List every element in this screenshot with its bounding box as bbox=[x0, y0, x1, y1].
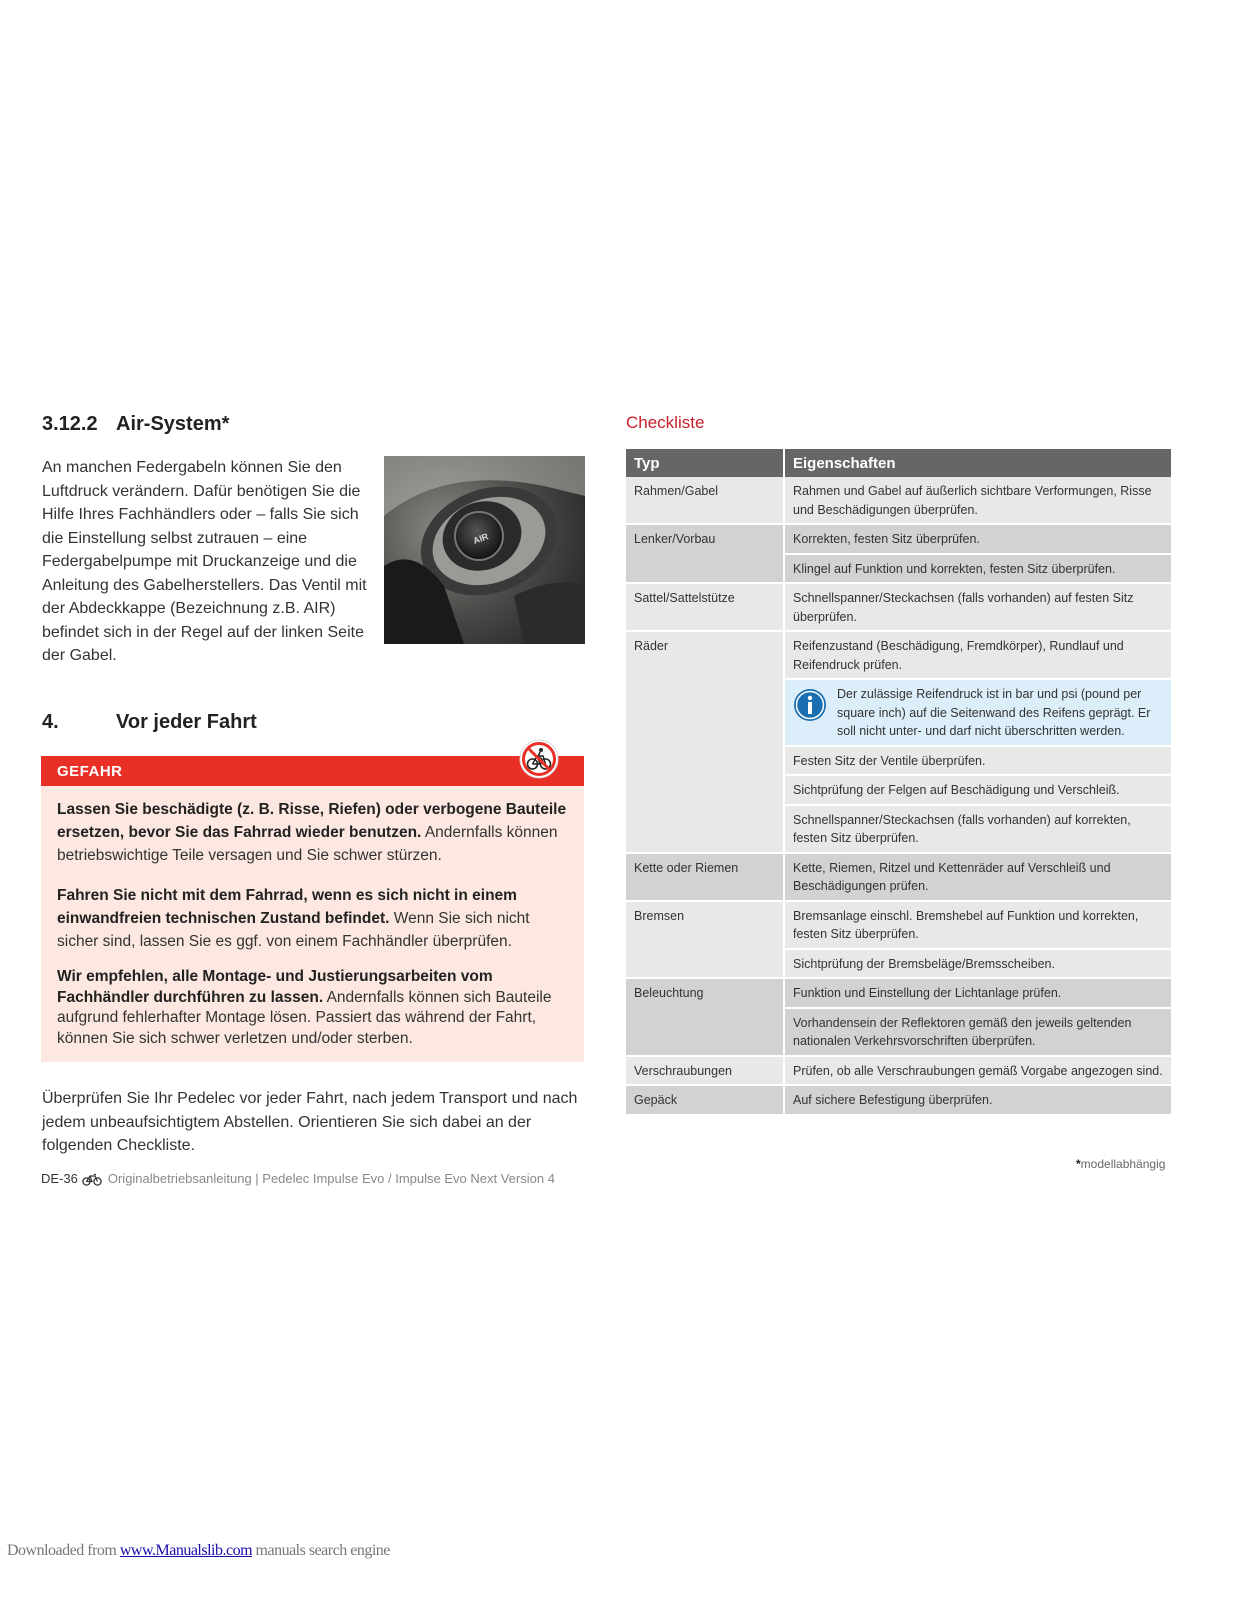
row-property: Reifenzustand (Beschädigung, Fremdkörper), Rundlauf und Reifendruck prüfen. bbox=[785, 632, 1171, 680]
table-row bbox=[626, 854, 1171, 902]
info-icon bbox=[793, 688, 827, 722]
row-type: Kette oder Riemen bbox=[626, 854, 785, 902]
info-note-text: Der zulässige Reifendruck ist in bar und psi (pound per square inch) auf die Seitenwand des Reifens geprägt. Er soll nicht unter- und darf nicht überschritten werden. bbox=[837, 687, 1151, 738]
row-type: Bremsen bbox=[626, 902, 785, 980]
row-type: Beleuchtung bbox=[626, 979, 785, 1057]
download-suffix: manuals search engine bbox=[252, 1542, 390, 1559]
table-row bbox=[626, 979, 1171, 1009]
danger-paragraph-3-rest: Andernfalls können sich Bauteile aufgrund fehlerhafter Montage lösen. Passiert das während der Fahrt, können Sie sich schwer verletzen und/oder sterben. bbox=[57, 988, 552, 1047]
chapter-number: 4. bbox=[42, 711, 59, 733]
row-property: Sichtprüfung der Felgen auf Beschädigung und Verschleiß. bbox=[785, 776, 1171, 806]
intro-paragraph: An manchen Federgabeln können Sie den Luftdruck verändern. Dafür benötigen Sie die Hilfe Ihres Fachhändlers oder – falls Sie sich die Einstellung selbst zutrauen – eine Federgabelpumpe mit Druckanzeige und die Anleitung des Gabelherstellers. Das Ventil mit der Abdeckkappe (Bezeichnung z.B. AIR) befindet sich in der Regel auf der linken Seite der Gabel. bbox=[42, 459, 367, 664]
footnote-star: * bbox=[1076, 1157, 1081, 1171]
download-note bbox=[7, 1542, 390, 1560]
section-number: 3.12.2 bbox=[42, 413, 98, 435]
info-note bbox=[793, 685, 1163, 741]
chapter-title: Vor jeder Fahrt bbox=[116, 711, 257, 733]
air-valve-photo bbox=[384, 456, 585, 644]
danger-paragraph-1-rest: Andernfalls können betriebswichtige Teile versagen und Sie schwer stürzen. bbox=[57, 824, 558, 864]
row-property: Sichtprüfung der Bremsbeläge/Bremsscheiben. bbox=[785, 950, 1171, 980]
row-property: Korrekten, festen Sitz überprüfen. bbox=[785, 525, 1171, 555]
table-row bbox=[626, 477, 1171, 525]
footer-text: Originalbetriebsanleitung | Pedelec Impulse Evo / Impulse Evo Next Version 4 bbox=[107, 1171, 555, 1186]
row-property: Auf sichere Befestigung überprüfen. bbox=[785, 1086, 1171, 1116]
row-type: Lenker/Vorbau bbox=[626, 525, 785, 584]
section-heading bbox=[42, 413, 229, 436]
checklist-title: Checkliste bbox=[626, 413, 705, 432]
checklist-table bbox=[626, 449, 1171, 1116]
danger-paragraph-3 bbox=[57, 967, 572, 1049]
row-type: Räder bbox=[626, 632, 785, 854]
chapter-heading bbox=[42, 711, 257, 734]
row-property: Prüfen, ob alle Verschraubungen gemäß Vorgabe angezogen sind. bbox=[785, 1057, 1171, 1087]
row-property: Festen Sitz der Ventile überprüfen. bbox=[785, 747, 1171, 777]
table-row bbox=[626, 1086, 1171, 1116]
outro-paragraph: Überprüfen Sie Ihr Pedelec vor jeder Fahrt, nach jedem Transport und nach jedem unbeaufsichtigtem Abstellen. Orientieren Sie sich dabei an der folgenden Checkliste. bbox=[42, 1090, 578, 1154]
row-property: Schnellspanner/Steckachsen (falls vorhanden) auf korrekten, festen Sitz überprüfen. bbox=[785, 806, 1171, 854]
info-note-cell bbox=[785, 680, 1171, 747]
row-property: Klingel auf Funktion und korrekten, festen Sitz überprüfen. bbox=[785, 555, 1171, 585]
row-property: Schnellspanner/Steckachsen (falls vorhanden) auf festen Sitz überprüfen. bbox=[785, 584, 1171, 632]
table-row bbox=[626, 902, 1171, 950]
danger-paragraph-1 bbox=[57, 798, 572, 867]
row-type: Verschraubungen bbox=[626, 1057, 785, 1087]
danger-paragraph-2-rest: Wenn Sie sich nicht sicher sind, lassen Sie es ggf. von einem Fachhändler überprüfen. bbox=[57, 910, 530, 950]
footnote bbox=[1076, 1157, 1165, 1171]
column-header-type: Typ bbox=[626, 449, 785, 477]
row-property: Bremsanlage einschl. Bremshebel auf Funktion und korrekten, festen Sitz überprüfen. bbox=[785, 902, 1171, 950]
table-header-row bbox=[626, 449, 1171, 477]
row-property: Funktion und Einstellung der Lichtanlage prüfen. bbox=[785, 979, 1171, 1009]
bicycle-icon bbox=[82, 1173, 102, 1189]
row-type: Rahmen/Gabel bbox=[626, 477, 785, 525]
column-header-properties: Eigenschaften bbox=[785, 449, 1171, 477]
air-cap-label: AIR bbox=[471, 531, 490, 546]
danger-paragraph-2 bbox=[57, 884, 572, 953]
section-title: Air-System* bbox=[116, 413, 230, 435]
table-row bbox=[626, 525, 1171, 555]
row-property: Vorhandensein der Reflektoren gemäß den jeweils geltenden nationalen Verkehrsvorschriften überprüfen. bbox=[785, 1009, 1171, 1057]
table-row bbox=[626, 632, 1171, 680]
page-footer bbox=[41, 1171, 555, 1189]
row-type: Sattel/Sattelstütze bbox=[626, 584, 785, 632]
row-property: Kette, Riemen, Ritzel und Kettenräder auf Verschleiß und Beschädigungen prüfen. bbox=[785, 854, 1171, 902]
danger-header-bar bbox=[41, 756, 584, 786]
danger-label: GEFAHR bbox=[57, 763, 123, 780]
table-row bbox=[626, 1057, 1171, 1087]
page-number: DE-36 bbox=[41, 1171, 78, 1186]
danger-warning-box bbox=[41, 756, 584, 1062]
no-cycling-prohibition-icon bbox=[519, 739, 559, 779]
manualslib-link[interactable]: www.Manualslib.com bbox=[119, 1542, 253, 1559]
footnote-text: modellabhängig bbox=[1080, 1157, 1166, 1171]
row-type: Gepäck bbox=[626, 1086, 785, 1116]
danger-paragraph-1-bold: Lassen Sie beschädigte (z. B. Risse, Riefen) oder verbogene Bauteile ersetzen, bevor Sie das Fahrrad wieder benutzen. bbox=[57, 801, 567, 841]
danger-paragraph-3-bold: Wir empfehlen, alle Montage- und Justierungsarbeiten vom Fachhändler durchführen zu lassen. bbox=[57, 968, 493, 1006]
download-prefix: Downloaded from bbox=[7, 1542, 120, 1559]
row-property: Rahmen und Gabel auf äußerlich sichtbare Verformungen, Risse und Beschädigungen überprüfen. bbox=[785, 477, 1171, 525]
table-row bbox=[626, 584, 1171, 632]
danger-paragraph-2-bold: Fahren Sie nicht mit dem Fahrrad, wenn es sich nicht in einem einwandfreien technischen Zustand befindet. bbox=[57, 887, 517, 927]
